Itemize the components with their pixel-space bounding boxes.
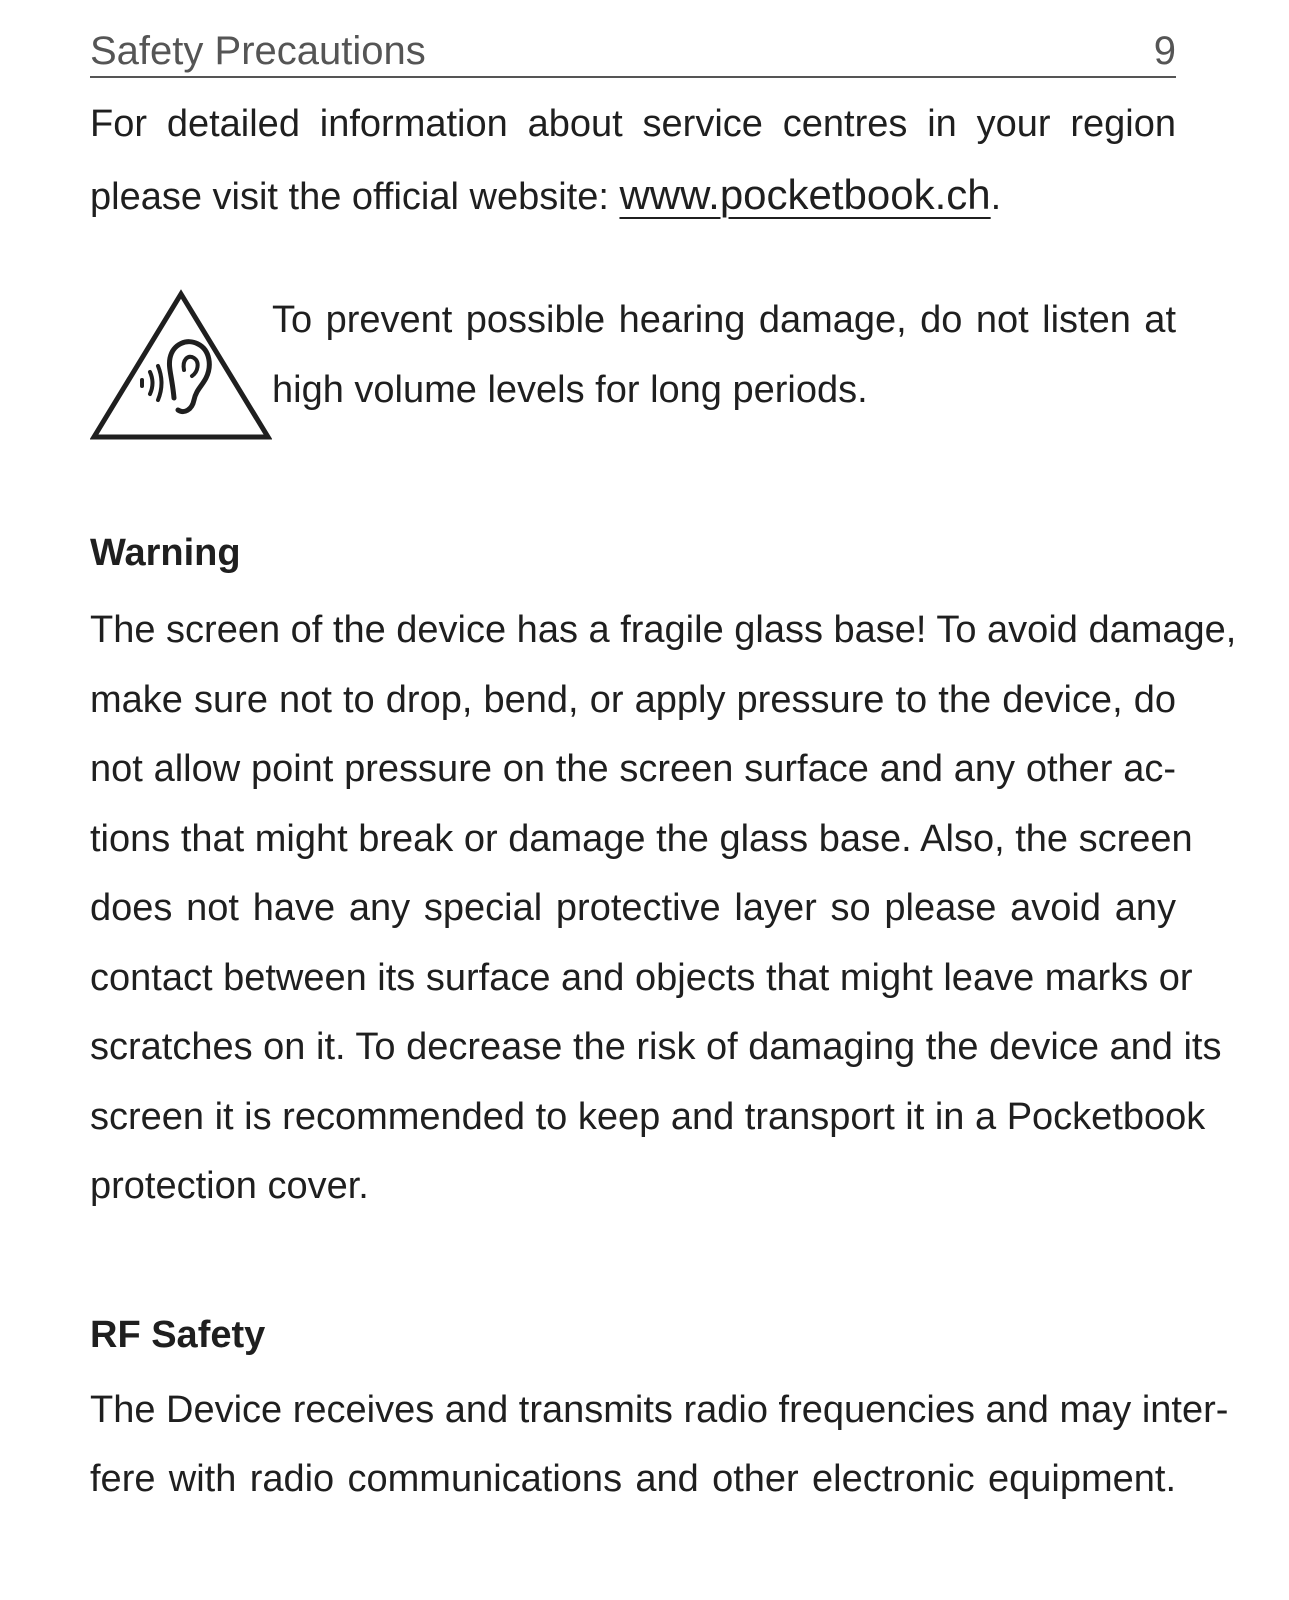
header-title: Safety Precautions <box>90 29 426 73</box>
rf-line: The Device receives and transmits radio frequencies and may inter- <box>90 1388 1229 1431</box>
intro-line-2 <box>90 160 1176 233</box>
warning-line: protection cover. <box>90 1165 369 1207</box>
hearing-warning-text <box>272 286 1176 425</box>
warning-line: scratches on it. To decrease the risk of damaging the device and its <box>90 1026 1222 1068</box>
warning-line: The screen of the device has a fragile glass base! To avoid damage, <box>90 609 1237 651</box>
service-centre-paragraph <box>90 90 1176 232</box>
warning-heading: Warning <box>90 532 241 574</box>
intro-line-2-period: . <box>990 175 1002 218</box>
hearing-damage-warning-icon <box>90 286 272 446</box>
warning-line: screen it is recommended to keep and transport it in a Pocketbook <box>90 1095 1206 1138</box>
website-link[interactable]: www.pocketbook.ch <box>619 170 991 218</box>
manual-page <box>90 28 1237 1515</box>
rf-safety-paragraph <box>90 1376 1229 1515</box>
warning-line: does not have any special protective layer so please avoid any <box>90 887 1176 929</box>
hearing-line-2: high volume levels for long periods. <box>272 368 868 411</box>
page-number: 9 <box>1153 29 1176 73</box>
rf-line: fere with radio communications and other electronic equipment. <box>90 1458 1176 1500</box>
warning-line: not allow point pressure on the screen surface and any other ac- <box>90 748 1176 790</box>
rf-safety-heading: RF Safety <box>90 1313 266 1356</box>
warning-line: contact between its surface and objects that might leave marks or <box>90 956 1193 999</box>
hearing-line-1: To prevent possible hearing damage, do not listen at <box>272 299 1176 341</box>
running-header <box>90 28 1176 78</box>
intro-line-2-text: please visit the official website: <box>90 175 609 218</box>
warning-line: tions that might break or damage the glass base. Also, the screen <box>90 817 1193 860</box>
hearing-warning-block <box>90 286 1176 446</box>
warning-paragraph <box>90 596 1237 1222</box>
intro-line-1: For detailed information about service centres in your region <box>90 103 1176 145</box>
warning-line: make sure not to drop, bend, or apply pressure to the device, do <box>90 678 1176 721</box>
